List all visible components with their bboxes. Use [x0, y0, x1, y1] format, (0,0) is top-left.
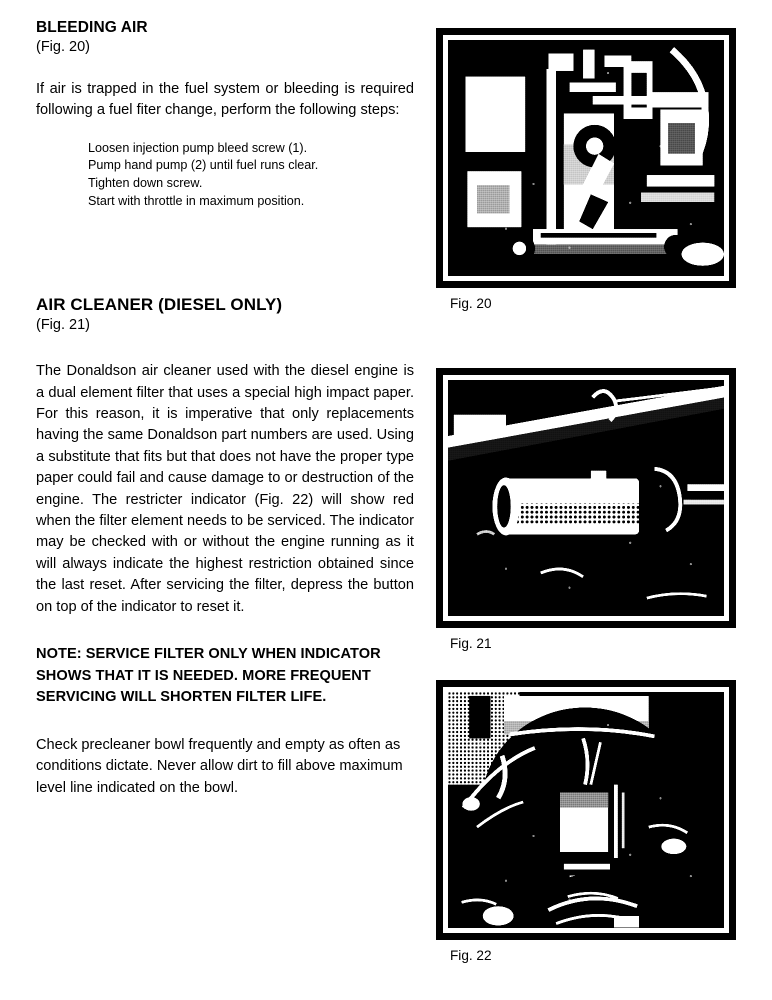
spacer [36, 709, 414, 735]
figure-22-image [448, 692, 724, 928]
bleeding-air-steps-wrapper [36, 140, 414, 210]
figure-20-image [448, 40, 724, 276]
engine-bay-injection-pump-photo [448, 40, 724, 276]
restricter-indicator-photo [448, 692, 724, 928]
figure-22 [436, 680, 736, 964]
bleeding-air-steps-list [88, 140, 414, 210]
section-figure-reference-20: (Fig. 20) [36, 39, 90, 55]
figure-21-image [448, 380, 724, 616]
figure-21-caption: Fig. 21 [450, 636, 492, 651]
spacer [36, 252, 414, 294]
list-item: Loosen injection pump bleed screw (1). [88, 140, 308, 155]
section-heading-air-cleaner: AIR CLEANER (DIESEL ONLY) [36, 295, 283, 315]
list-item: Pump hand pump (2) until fuel runs clear. [88, 158, 319, 173]
air-cleaner-note: NOTE: SERVICE FILTER ONLY WHEN INDICATOR SHOWS THAT IT IS NEEDED. MORE FREQUENT SERVICING WILL SHORTEN FILTER LIFE. [36, 646, 381, 706]
figure-20-frame [436, 28, 736, 288]
list-item: Start with throttle in maximum position. [88, 193, 305, 208]
air-cleaner-paragraph-1: The Donaldson air cleaner used with the diesel engine is a dual element filter that uses a special high impact paper. For this reason, it is imperative that only replacements having the same Donaldson part numbers are used. Using a substitute that fits but that does not have the proper type paper could fail and cause damage to or destruction of the engine. The restricter indicator (Fig. 22) will show red when the filter element needs to be serviced. The indicator may be checked with or without the engine running as it will always indicate the highest restriction obtained since the last reset. After servicing the filter, depress the button on top of the indicator to reset it. [36, 363, 414, 615]
figure-20-caption: Fig. 20 [450, 296, 492, 311]
spacer [36, 122, 414, 140]
section-heading-bleeding-air: BLEEDING AIR [36, 19, 148, 36]
figure-21-frame [436, 368, 736, 628]
bleeding-air-intro-paragraph: If air is trapped in the fuel system or bleeding is required following a fuel fiter change, perform the following steps: [36, 81, 414, 119]
figure-20 [436, 28, 736, 312]
section-figure-reference-21: (Fig. 21) [36, 317, 90, 334]
spacer [36, 57, 414, 79]
spacer [36, 618, 414, 644]
figure-22-caption: Fig. 22 [450, 948, 492, 963]
donaldson-air-cleaner-element-photo [448, 380, 724, 616]
spacer [36, 210, 414, 252]
spacer [36, 335, 414, 361]
figure-22-frame [436, 680, 736, 940]
figure-21 [436, 368, 736, 652]
text-column [36, 18, 414, 799]
air-cleaner-paragraph-2: Check precleaner bowl frequently and empty as often as conditions dictate. Never allow dirt to fill above maximum level line indicated on the bowl. [36, 736, 403, 796]
list-item: Tighten down screw. [88, 176, 203, 190]
